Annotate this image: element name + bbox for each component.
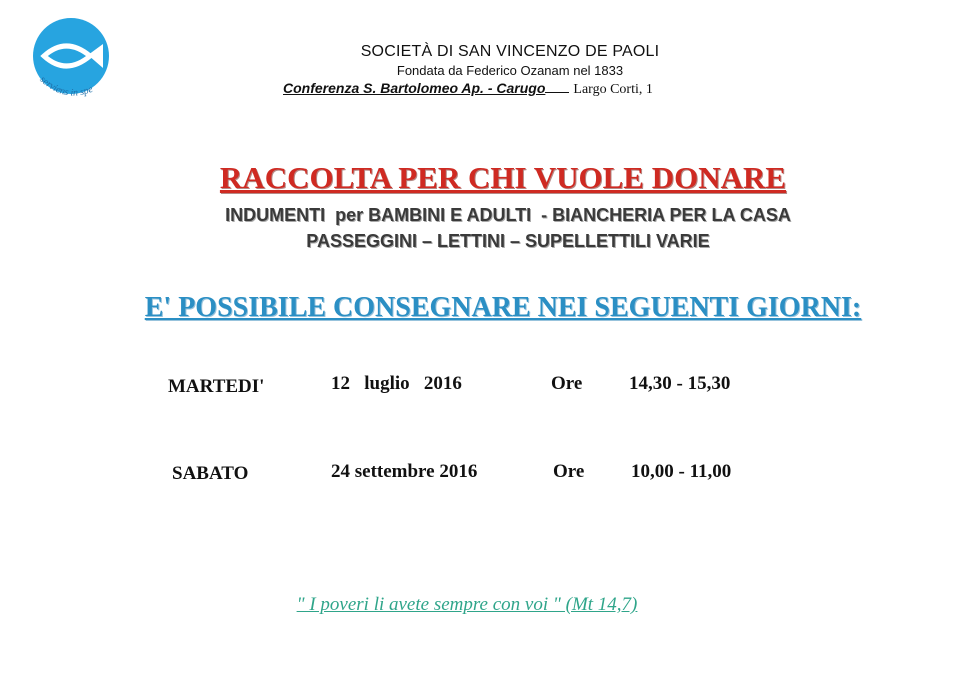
schedule-date: 12 luglio 2016 [331, 373, 462, 394]
underline-gap [545, 80, 569, 93]
main-title: RACCOLTA PER CHI VUOLE DONARE [219, 160, 787, 195]
schedule-time: 10,00 - 11,00 [631, 461, 732, 482]
schedule-day: MARTEDI' [168, 376, 265, 397]
bible-quote: " I poveri li avete sempre con voi " (Mt 14,7) [296, 594, 638, 615]
conference-name: Conferenza S. Bartolomeo Ap. - Carugo [283, 80, 546, 96]
logo-motto: serviens in spe [37, 74, 95, 99]
items-line-2: PASSEGGINI – LETTINI – SUPELLETTILI VARIE [306, 231, 710, 251]
address: Largo Corti, 1 [573, 82, 653, 97]
founded-line: Fondata da Federico Ozanam nel 1833 [396, 63, 624, 78]
org-name: SOCIETÀ DI SAN VINCENZO DE PAOLI [360, 43, 660, 60]
schedule-day: SABATO [172, 463, 249, 484]
delivery-subtitle: E' POSSIBILE CONSEGNARE NEI SEGUENTI GIORNI: [144, 292, 862, 323]
conference-line [283, 80, 653, 98]
schedule-ore: Ore [551, 373, 583, 394]
schedule-date: 24 settembre 2016 [331, 461, 478, 482]
society-logo [28, 14, 118, 106]
items-line-1: INDUMENTI per BAMBINI E ADULTI - BIANCHERIA PER LA CASA [225, 205, 791, 225]
schedule-time: 14,30 - 15,30 [629, 373, 731, 394]
schedule-ore: Ore [553, 461, 585, 482]
